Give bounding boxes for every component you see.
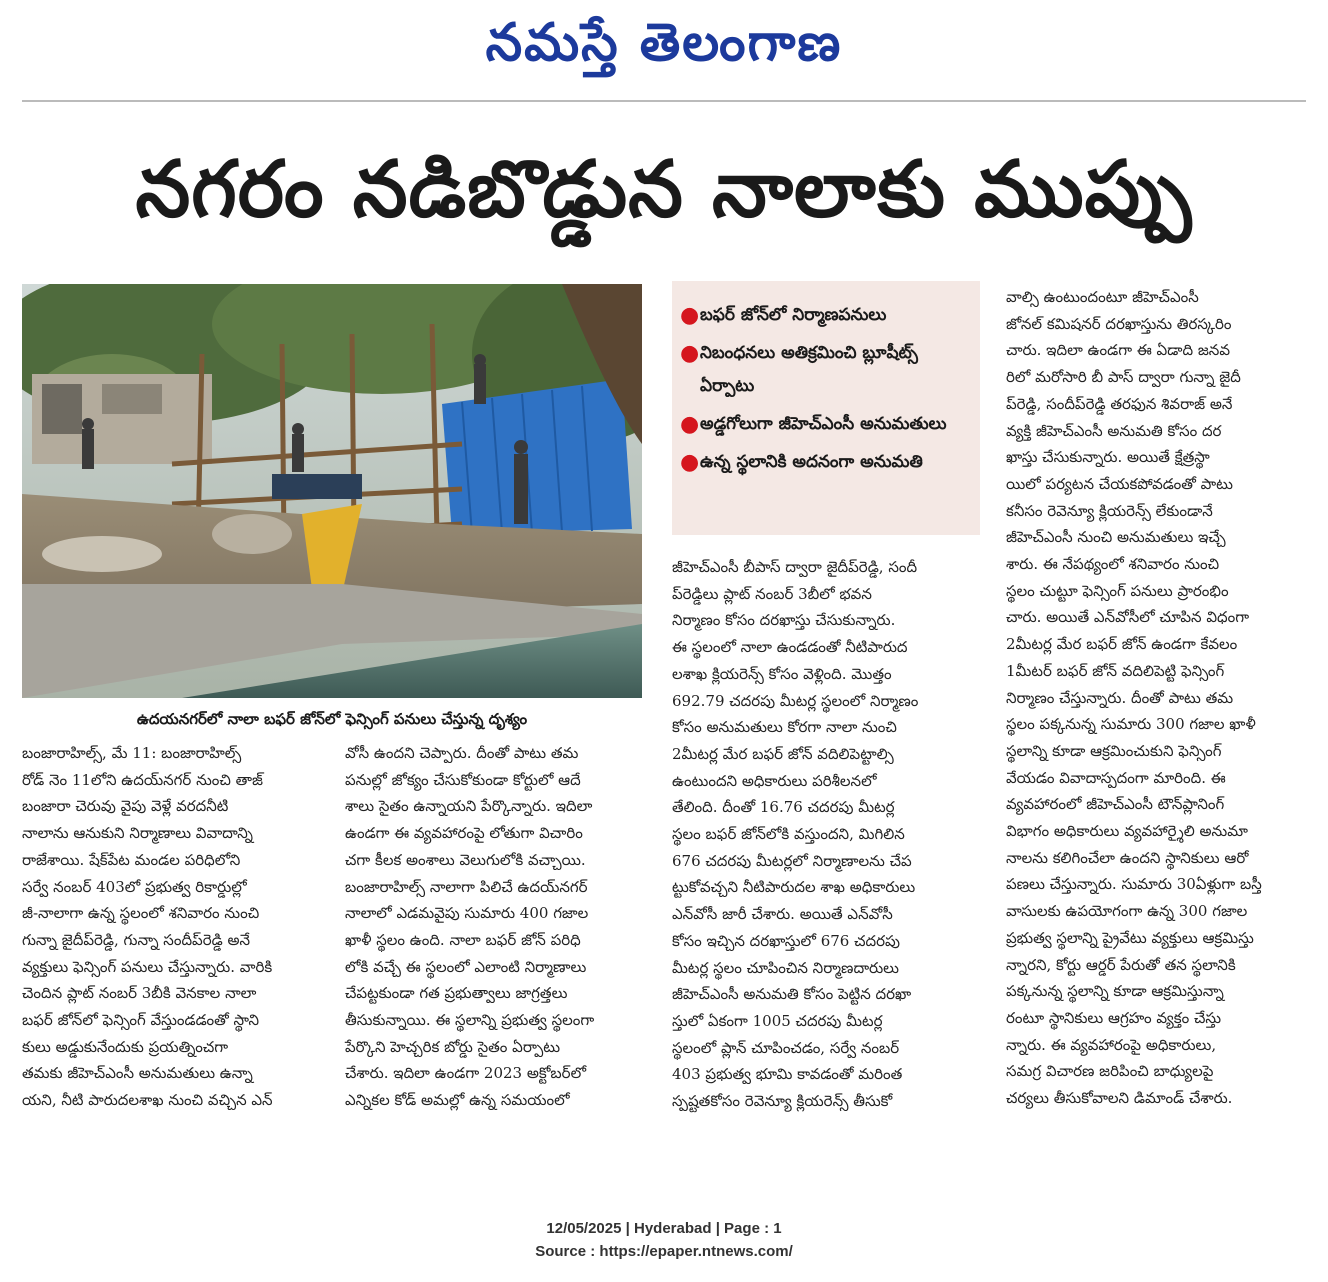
highlight-text: అడ్డగోలుగా జీహెచ్ఎంసీ అనుమతులు: [700, 414, 947, 434]
article-column-2: వోసీ ఉందని చెప్పారు. దీంతో పాటు తమ పనుల్లో జోక్యం చేసుకోకుండా కోర్టులో ఆదే శాలు సైతం ఉన్నాయని పేర్కొన్నారు. ఇదిలా ఉండగా ఈ వ్యవహారంపై లోతుగా విచారిం చగా కీలక అంశాలు వెలుగులోకి వచ్చాయి. బంజారాహిల్స్ నాలాగా పిలిచే ఉదయ్‌నగర్ నాలాలో ఎడమవైపు సుమారు 400 గజాల ఖాళీ స్థలం ఉంది. నాలా బఫర్ జోన్ పరిధి లోకి వచ్చే ఈ స్థలంలో ఎలాంటి నిర్మాణాలు చేపట్టకుండా గత ప్రభుత్వాలు జాగ్రత్తలు తీసుకున్నాయి. ఈ స్థలాన్ని ప్రభుత్వ స్థలంగా పేర్కొని హెచ్చరిక బోర్డు సైతం ఏర్పాటు చేశారు. ఇదిలా ఉండగా 2023 అక్టోబర్‌లో ఎన్నికల కోడ్ అమల్లో ఉన్న సమయంలో: [345, 744, 595, 1110]
headline: నగరం నడిబొడ్డున నాలాకు ముప్పు: [135, 145, 1193, 235]
highlight-item: [680, 299, 972, 332]
highlights-box: [672, 281, 980, 535]
footer-source: Source : https://epaper.ntnews.com/: [535, 1243, 793, 1260]
highlight-item: [680, 337, 972, 403]
news-photo: [22, 284, 642, 698]
article-column-1: బంజారాహిల్స్, మే 11: బంజారాహిల్స్ రోడ్ నెం 11లోని ఉదయ్‌నగర్ నుంచి తాజ్ బంజారా చెరువు వైపు వెళ్లే వరదనీటి నాలాను ఆనుకుని నిర్మాణాలు వివాదాన్ని రాజేశాయి. షేక్‌పేట మండల పరిధిలోని సర్వే నంబర్ 403లో ప్రభుత్వ రికార్డుల్లో జీ-నాలాగా ఉన్న స్థలంలో శనివారం నుంచి గున్నా జైదీప్‌రెడ్డి, గున్నా సందీప్‌రెడ్డి అనే వ్యక్తులు ఫెన్సింగ్ పనులు చేస్తున్నారు. వారికి చెందిన ప్లాట్ నంబర్ 3బీకి వెనకాల నాలా బఫర్ జోన్‌లో ఫెన్సింగ్ వేస్తుండడంతో స్థాని కులు అడ్డుకునేందుకు ప్రయత్నించగా తమకు జీహెచ్ఎంసీ అనుమతులు ఉన్నా యని, నీటి పారుదలశాఖ నుంచి వచ్చిన ఎన్: [22, 744, 273, 1110]
highlight-text: ఉన్న స్థలానికి అదనంగా అనుమతి: [700, 452, 923, 472]
photo-caption: ఉదయనగర్‌లో నాలా బఫర్ జోన్‌లో ఫెన్సింగ్ పనులు చేస్తున్న దృశ్యం: [136, 710, 528, 728]
highlight-text: నిబంధనలు అతిక్రమించి బ్లూషీట్స్ ఏర్పాటు: [700, 343, 918, 396]
highlight-item: [680, 408, 972, 441]
masthead-logo: నమస్తే తెలంగాణ: [485, 13, 843, 73]
bullet-icon: ●: [680, 412, 700, 437]
highlight-item: [680, 446, 972, 479]
article-column-3: జీహెచ్ఎంసీ బీపాస్ ద్వారా జైదీప్‌రెడ్డి, సందీ ప్‌రెడ్డిలు ప్లాట్ నంబర్ 3బీలో భవన నిర్మాణం కోసం దరఖాస్తు చేసుకున్నారు. ఈ స్థలంలో నాలా ఉండడంతో నీటిపారుద లశాఖ క్లియరెన్స్ కోసం వెళ్లింది. మొత్తం 692.79 చదరపు మీటర్ల స్థలంలో నిర్మాణం కోసం అనుమతులు కోరగా నాలా నుంచి 2మీటర్ల మేర బఫర్ జోన్ వదిలిపెట్టాల్సి ఉంటుందని అధికారులు పరిశీలనలో తేలింది. దీంతో 16.76 చదరపు మీటర్ల స్థలం బఫర్ జోన్‌లోకి వస్తుందని, మిగిలిన 676 చదరపు మీటర్లలో నిర్మాణాలను చేప ట్టుకోవచ్చని నీటిపారుదల శాఖ అధికారులు ఎన్‌వోసీ జారీ చేశారు. అయితే ఎన్‌వోసీ కోసం ఇచ్చిన దరఖాస్తులో 676 చదరపు మీటర్ల స్థలం చూపించిన నిర్మాణదారులు జీహెచ్ఎంసీ అనుమతి కోసం పెట్టిన దరఖా స్తులో ఏకంగా 1005 చదరపు మీటర్ల స్థలంలో ప్లాన్ చూపించడం, సర్వే నంబర్ 403 ప్రభుత్వ భూమి కావడంతో మరింత స్పష్టతకోసం రెవెన్యూ క్లియరెన్స్ తీసుకో: [672, 558, 919, 1111]
bullet-icon: ●: [680, 303, 700, 328]
photo-illustration: [22, 284, 642, 698]
bullet-icon: ●: [680, 341, 700, 366]
bullet-icon: ●: [680, 450, 700, 475]
masthead-divider: [22, 100, 1306, 102]
article-column-4: వాల్సి ఉంటుందంటూ జీహెచ్ఎంసీ జోనల్ కమిషనర్ దరఖాస్తును తిరస్కరిం చారు. ఇదిలా ఉండగా ఈ ఏడాది జనవ రిలో మరోసారి బీ పాస్ ద్వారా గున్నా జైదీ ప్‌రెడ్డి, సందీప్‌రెడ్డి తరఫున శివరాజ్ అనే వ్యక్తి జీహెచ్ఎంసీ అనుమతి కోసం దర ఖాస్తు చేసుకున్నారు. అయితే క్షేత్రస్థా యిలో పర్యటన చేయకపోవడంతో పాటు కనీసం రెవెన్యూ క్లియరెన్స్ లేకుండానే జీహెచ్ఎంసీ నుంచి అనుమతులు ఇచ్చే శారు. ఈ నేపథ్యంలో శనివారం నుంచి స్థలం చుట్టూ ఫెన్సింగ్ పనులు ప్రారంభిం చారు. అయితే ఎన్‌వోసీలో చూపిన విధంగా 2మీటర్ల మేర బఫర్ జోన్ ఉండగా కేవలం 1మీటర్ బఫర్ జోన్ వదిలిపెట్టి ఫెన్సింగ్ నిర్మాణం చేస్తున్నారు. దీంతో పాటు తమ స్థలం పక్కనున్న సుమారు 300 గజాల ఖాళీ స్థలాన్ని కూడా ఆక్రమించుకుని ఫెన్సింగ్ వేయడం వివాదాస్పదంగా మారింది. ఈ వ్యవహారంలో జీహెచ్ఎంసీ టౌన్‌ప్లానింగ్ విభాగం అధికారులు వ్యవహార్శైలి అనుమా నాలను కలిగించేలా ఉందని స్థానికులు ఆరో పణలు చేస్తున్నారు. సుమారు 30ఏళ్లుగా బస్తీ వాసులకు ఉపయోగంగా ఉన్న 300 గజాల ప్రభుత్వ స్థలాన్ని ప్రైవేటు వ్యక్తులు ఆక్రమిస్తు న్నారని, కోర్టు ఆర్డర్ పేరుతో తన స్థలానికి పక్కనున్న స్థలాన్ని కూడా ఆక్రమిస్తున్నా రంటూ స్థానికులు ఆగ్రహం వ్యక్తం చేస్తు న్నారు. ఈ వ్యవహారంపై అధికారులు, సమగ్ర విచారణ జరిపించి బాధ్యులపై చర్యలు తీసుకోవాలని డిమాండ్ చేశారు.: [1006, 288, 1262, 1108]
footer-date-page: 12/05/2025 | Hyderabad | Page : 1: [546, 1220, 782, 1237]
highlight-text: బఫర్ జోన్‌లో నిర్మాణపనులు: [700, 305, 887, 325]
